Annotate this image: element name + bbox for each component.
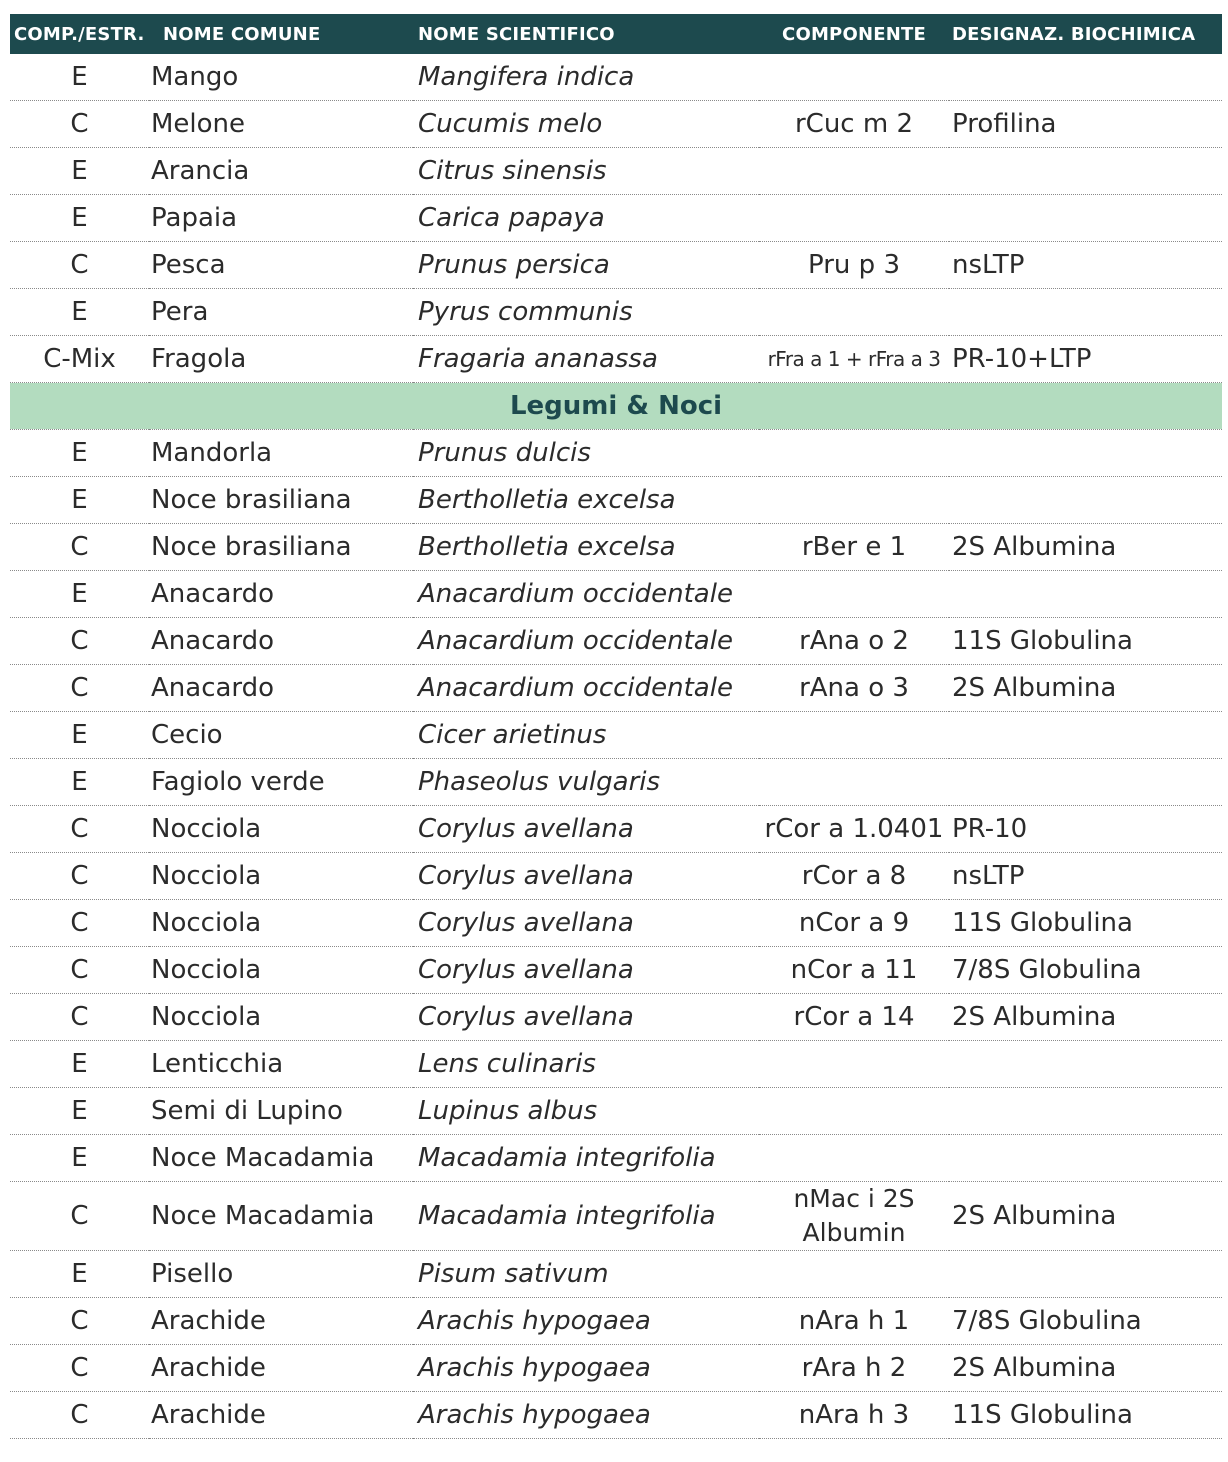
table-row: [10, 289, 1222, 336]
nome-comune-cell: Anacardo: [149, 571, 413, 618]
designazione-cell: [949, 712, 1222, 759]
table-row: [10, 524, 1222, 571]
comp-cell: C: [10, 242, 149, 289]
designazione-cell: [949, 54, 1222, 101]
nome-comune-cell: Noce brasiliana: [149, 477, 413, 524]
componente-cell: rCor a 14: [759, 994, 949, 1041]
designazione-cell: Profilina: [949, 101, 1222, 148]
nome-comune-cell: Arachide: [149, 1298, 413, 1345]
comp-cell: E: [10, 195, 149, 242]
section-title: Legumi & Noci: [10, 383, 1222, 430]
nome-comune-cell: Papaia: [149, 195, 413, 242]
comp-cell: E: [10, 477, 149, 524]
designazione-cell: PR-10: [949, 806, 1222, 853]
designazione-cell: 2S Albumina: [949, 665, 1222, 712]
componente-cell: [759, 1088, 949, 1135]
nome-comune-cell: Nocciola: [149, 900, 413, 947]
componente-cell: rAra h 2: [759, 1345, 949, 1392]
comp-cell: E: [10, 289, 149, 336]
table-row: [10, 1182, 1222, 1251]
section-row-legumi-noci: [10, 383, 1222, 430]
table-row: [10, 1135, 1222, 1182]
nome-scientifico-cell: Arachis hypogaea: [413, 1392, 759, 1439]
designazione-cell: nsLTP: [949, 242, 1222, 289]
table-row: [10, 477, 1222, 524]
nome-comune-cell: Nocciola: [149, 806, 413, 853]
designazione-cell: [949, 759, 1222, 806]
allergen-table-container: [10, 14, 1222, 1439]
designazione-cell: [949, 195, 1222, 242]
table-header: [10, 14, 1222, 54]
comp-cell: E: [10, 148, 149, 195]
designazione-cell: 11S Globulina: [949, 900, 1222, 947]
nome-scientifico-cell: Citrus sinensis: [413, 148, 759, 195]
allergen-table: [10, 14, 1222, 1439]
componente-cell: rCor a 8: [759, 853, 949, 900]
table-row: [10, 1088, 1222, 1135]
nome-scientifico-cell: Corylus avellana: [413, 994, 759, 1041]
comp-cell: C: [10, 665, 149, 712]
nome-scientifico-cell: Corylus avellana: [413, 947, 759, 994]
nome-comune-cell: Noce brasiliana: [149, 524, 413, 571]
designazione-cell: [949, 289, 1222, 336]
comp-cell: C: [10, 1345, 149, 1392]
table-row: [10, 900, 1222, 947]
designazione-cell: 2S Albumina: [949, 524, 1222, 571]
nome-comune-cell: Noce Macadamia: [149, 1135, 413, 1182]
comp-cell: E: [10, 712, 149, 759]
nome-scientifico-cell: Lens culinaris: [413, 1041, 759, 1088]
componente-cell: rCuc m 2: [759, 101, 949, 148]
designazione-cell: 2S Albumina: [949, 1345, 1222, 1392]
nome-comune-cell: Nocciola: [149, 947, 413, 994]
table-body: [10, 54, 1222, 1439]
comp-cell: C: [10, 900, 149, 947]
table-row: [10, 994, 1222, 1041]
designazione-cell: 2S Albumina: [949, 1182, 1222, 1251]
table-row: [10, 101, 1222, 148]
nome-comune-cell: Melone: [149, 101, 413, 148]
nome-comune-cell: Pesca: [149, 242, 413, 289]
designazione-cell: [949, 1251, 1222, 1298]
nome-comune-cell: Arancia: [149, 148, 413, 195]
nome-scientifico-cell: Fragaria ananassa: [413, 336, 759, 383]
table-row: [10, 1251, 1222, 1298]
header-componente: COMPONENTE: [759, 14, 949, 54]
comp-cell: C: [10, 524, 149, 571]
comp-cell: C: [10, 1298, 149, 1345]
comp-cell: C: [10, 1182, 149, 1251]
table-row: [10, 853, 1222, 900]
nome-comune-cell: Nocciola: [149, 853, 413, 900]
table-row: [10, 336, 1222, 383]
nome-comune-cell: Arachide: [149, 1392, 413, 1439]
nome-scientifico-cell: Bertholletia excelsa: [413, 477, 759, 524]
comp-cell: C: [10, 853, 149, 900]
table-row: [10, 759, 1222, 806]
table-row: [10, 195, 1222, 242]
nome-scientifico-cell: Mangifera indica: [413, 54, 759, 101]
componente-cell: [759, 148, 949, 195]
designazione-cell: 7/8S Globulina: [949, 947, 1222, 994]
comp-cell: E: [10, 1135, 149, 1182]
componente-cell: rCor a 1.0401: [759, 806, 949, 853]
componente-cell: [759, 195, 949, 242]
componente-cell: [759, 1135, 949, 1182]
componente-cell: [759, 759, 949, 806]
nome-scientifico-cell: Arachis hypogaea: [413, 1298, 759, 1345]
componente-cell: [759, 1251, 949, 1298]
nome-scientifico-cell: Cucumis melo: [413, 101, 759, 148]
comp-cell: E: [10, 571, 149, 618]
nome-comune-cell: Nocciola: [149, 994, 413, 1041]
componente-cell: nCor a 9: [759, 900, 949, 947]
designazione-cell: [949, 1135, 1222, 1182]
nome-scientifico-cell: Bertholletia excelsa: [413, 524, 759, 571]
nome-comune-cell: Pera: [149, 289, 413, 336]
table-row: [10, 54, 1222, 101]
designazione-cell: [949, 477, 1222, 524]
nome-scientifico-cell: Corylus avellana: [413, 806, 759, 853]
componente-cell: Pru p 3: [759, 242, 949, 289]
designazione-cell: nsLTP: [949, 853, 1222, 900]
table-row: [10, 1392, 1222, 1439]
table-row: [10, 148, 1222, 195]
nome-comune-cell: Noce Macadamia: [149, 1182, 413, 1251]
designazione-cell: PR-10+LTP: [949, 336, 1222, 383]
nome-scientifico-cell: Anacardium occidentale: [413, 571, 759, 618]
nome-scientifico-cell: Prunus persica: [413, 242, 759, 289]
nome-scientifico-cell: Pisum sativum: [413, 1251, 759, 1298]
table-row: [10, 1345, 1222, 1392]
comp-cell: E: [10, 1041, 149, 1088]
nome-scientifico-cell: Cicer arietinus: [413, 712, 759, 759]
designazione-cell: 11S Globulina: [949, 1392, 1222, 1439]
componente-cell: [759, 1041, 949, 1088]
designazione-cell: [949, 571, 1222, 618]
comp-cell: E: [10, 54, 149, 101]
header-nome-comune: NOME COMUNE: [149, 14, 413, 54]
comp-cell: C: [10, 994, 149, 1041]
comp-cell: C: [10, 101, 149, 148]
designazione-cell: 11S Globulina: [949, 618, 1222, 665]
comp-cell: E: [10, 430, 149, 477]
nome-comune-cell: Arachide: [149, 1345, 413, 1392]
nome-comune-cell: Cecio: [149, 712, 413, 759]
nome-comune-cell: Fragola: [149, 336, 413, 383]
comp-cell: E: [10, 1251, 149, 1298]
table-row: [10, 1298, 1222, 1345]
componente-cell: nAra h 3: [759, 1392, 949, 1439]
nome-comune-cell: Pisello: [149, 1251, 413, 1298]
header-comp-estr: COMP./ESTR.: [10, 14, 149, 54]
nome-scientifico-cell: Anacardium occidentale: [413, 618, 759, 665]
comp-cell: E: [10, 759, 149, 806]
designazione-cell: 2S Albumina: [949, 994, 1222, 1041]
componente-cell: rAna o 3: [759, 665, 949, 712]
nome-comune-cell: Anacardo: [149, 618, 413, 665]
designazione-cell: [949, 1088, 1222, 1135]
nome-scientifico-cell: Corylus avellana: [413, 853, 759, 900]
header-designazione: DESIGNAZ. BIOCHIMICA: [949, 14, 1222, 54]
nome-scientifico-cell: Lupinus albus: [413, 1088, 759, 1135]
comp-cell: C: [10, 1392, 149, 1439]
componente-cell: [759, 289, 949, 336]
designazione-cell: 7/8S Globulina: [949, 1298, 1222, 1345]
componente-cell: [759, 477, 949, 524]
componente-cell: nMac i 2S Albumin: [759, 1182, 949, 1251]
nome-scientifico-cell: Corylus avellana: [413, 900, 759, 947]
designazione-cell: [949, 1041, 1222, 1088]
table-row: [10, 242, 1222, 289]
table-row: [10, 947, 1222, 994]
table-row: [10, 1041, 1222, 1088]
nome-scientifico-cell: Macadamia integrifolia: [413, 1182, 759, 1251]
nome-scientifico-cell: Macadamia integrifolia: [413, 1135, 759, 1182]
componente-cell: nAra h 1: [759, 1298, 949, 1345]
nome-comune-cell: Mango: [149, 54, 413, 101]
nome-scientifico-cell: Phaseolus vulgaris: [413, 759, 759, 806]
table-row: [10, 665, 1222, 712]
nome-comune-cell: Semi di Lupino: [149, 1088, 413, 1135]
comp-cell: E: [10, 1088, 149, 1135]
header-row: [10, 14, 1222, 54]
componente-cell: rFra a 1 + rFra a 3: [759, 336, 949, 383]
designazione-cell: [949, 148, 1222, 195]
componente-cell: [759, 430, 949, 477]
comp-cell: C-Mix: [10, 336, 149, 383]
nome-scientifico-cell: Pyrus communis: [413, 289, 759, 336]
designazione-cell: [949, 430, 1222, 477]
nome-comune-cell: Fagiolo verde: [149, 759, 413, 806]
nome-scientifico-cell: Prunus dulcis: [413, 430, 759, 477]
componente-cell: rBer e 1: [759, 524, 949, 571]
table-row: [10, 712, 1222, 759]
table-row: [10, 806, 1222, 853]
componente-cell: [759, 54, 949, 101]
table-row: [10, 571, 1222, 618]
comp-cell: C: [10, 947, 149, 994]
nome-comune-cell: Mandorla: [149, 430, 413, 477]
componente-cell: rAna o 2: [759, 618, 949, 665]
table-row: [10, 430, 1222, 477]
componente-cell: [759, 712, 949, 759]
comp-cell: C: [10, 618, 149, 665]
comp-cell: C: [10, 806, 149, 853]
componente-cell: [759, 571, 949, 618]
nome-comune-cell: Anacardo: [149, 665, 413, 712]
nome-scientifico-cell: Anacardium occidentale: [413, 665, 759, 712]
nome-comune-cell: Lenticchia: [149, 1041, 413, 1088]
header-nome-scientifico: NOME SCIENTIFICO: [413, 14, 759, 54]
nome-scientifico-cell: Carica papaya: [413, 195, 759, 242]
nome-scientifico-cell: Arachis hypogaea: [413, 1345, 759, 1392]
table-row: [10, 618, 1222, 665]
componente-cell: nCor a 11: [759, 947, 949, 994]
